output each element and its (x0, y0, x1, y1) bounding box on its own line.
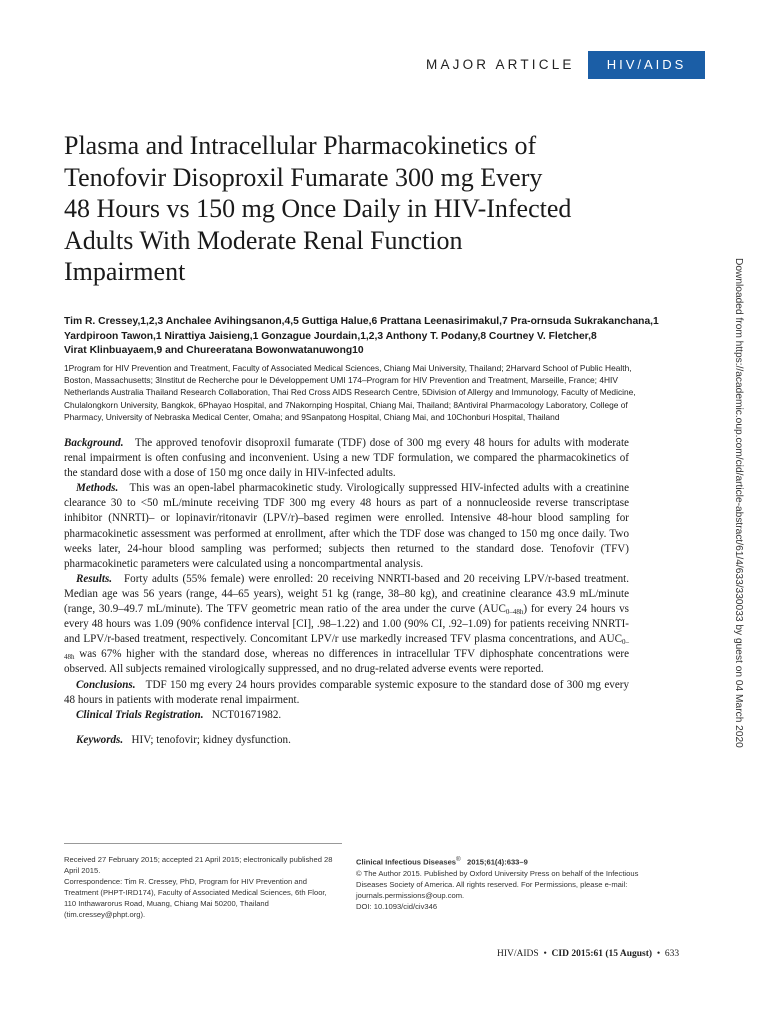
abstract-registration (64, 708, 629, 723)
abstract-background (64, 436, 629, 481)
auc-subscript: 0–48h (505, 608, 524, 617)
affiliation-line: Chulalongkorn University, Bangkok, 6Phayao Hospital, and 7Nakornping Hospital, Chiang Mai, Thailand; 8Antiviral Pharmacology Laboratory, College of (64, 399, 628, 410)
journal-name: Clinical Infectious Diseases (356, 857, 457, 867)
correspondence: Correspondence: Tim R. Cressey, PhD, Program for HIV Prevention and Treatment (PHPT-IRD174), Faculty of Associated Medical Sciences, 6th Floor, 110 Inthawarorus Road, Muang, Chiang Mai 50200, Thailand (tim.cressey@phpt.org). (64, 877, 327, 919)
title-line: Impairment (64, 257, 186, 286)
affiliation-line: 1Program for HIV Prevention and Treatment, Faculty of Associated Medical Sciences, Chiang Mai University, Thailand; 2Harvard School of Public Health, (64, 363, 632, 373)
title-line: 48 Hours vs 150 mg Once Daily in HIV-Infected (64, 194, 572, 223)
abstract-methods (64, 481, 629, 572)
journal-citation (356, 854, 651, 868)
keywords-label: Keywords. (76, 733, 124, 746)
footnote-divider (64, 843, 342, 844)
affiliation-line: Pharmacy, University of Nebraska Medical Center, Omaha; and 9Sanpatong Hospital, Chiang Mai, and 10Chonburi Hospital, Thailand (64, 411, 560, 422)
footnote-left (64, 854, 339, 920)
author-line: Tim R. Cressey,1,2,3 Anchalee Avihingsanon,4,5 Guttiga Halue,6 Prattana Leenasirimakul,7 Pra-ornsuda Sukrakanchana,1 (64, 316, 659, 327)
bullet: • (541, 949, 550, 959)
title-line: Plasma and Intracellular Pharmacokinetics of (64, 131, 537, 160)
article-title (64, 130, 664, 288)
background-text: The approved tenofovir disoproxil fumarate (TDF) dose of 300 mg every 48 hours for adults with moderate renal impairment is often confusing and inconvenient. Using a new TDF formulation, we compared the pharmacokinetics of the standard dose with a dose of 150 mg once daily in HIV-infected adults. (64, 437, 629, 480)
results-text: was 67% higher with the standard dose, whereas no differences in intracellular TFV diphosphate concentrations were observed. All subjects remained virologically suppressed, and no drug-related adverse events were reported. (64, 648, 629, 676)
received-dates: Received 27 February 2015; accepted 21 April 2015; electronically published 28 April 2015. (64, 855, 333, 875)
background-label: Background. (64, 437, 124, 449)
abstract-results (64, 572, 629, 678)
citation: 2015;61(4):633–9 (467, 857, 528, 867)
footer-journal: CID 2015:61 (15 August) (551, 949, 653, 959)
results-text: ) for every 24 hours vs every 48 hours was 1.09 (90% confidence interval [CI], .98–1.22) and 1.00 (90% CI, .92–1.09) for patients receiving NNRTI- and LPV/r-based treatment, respectively. Concomitant LPV/r use markedly increased TFV plasma concentrations, and AUC (64, 603, 629, 646)
abstract-conclusions (64, 678, 629, 708)
download-note: Downloaded from https://academic.oup.com/cid/article-abstract/61/4/633/330033 by guest on 04 March 2020 (733, 258, 744, 748)
auc-subscript: 0–48h (64, 638, 629, 662)
doi: DOI: 10.1093/cid/civ346 (356, 901, 438, 911)
registered-mark: ® (456, 856, 461, 863)
affiliation-line: Netherlands Australia Thailand Research Collaboration, Thai Red Cross AIDS Research Centre, 5Division of Allergy and Immunology, Faculty of Medicine, (64, 387, 636, 398)
page-number: 633 (664, 949, 680, 959)
author-list (64, 315, 664, 359)
affiliation-line: Boston, Massachusetts; 3Institut de Recherche pour le Développement UMI 174–Program for HIV Prevention and Treatment, Marseille, France; 4HIV (64, 375, 618, 386)
bullet: • (654, 949, 663, 959)
registration-label: Clinical Trials Registration. (76, 708, 204, 721)
footer-section: HIV/AIDS (497, 949, 539, 959)
keywords-text: HIV; tenofovir; kidney dysfunction. (131, 733, 291, 746)
page-footer (497, 949, 679, 959)
author-line: Virat Klinbuayaem,9 and Chureeratana Bowonwatanuwong10 (64, 345, 364, 356)
copyright: © The Author 2015. Published by Oxford University Press on behalf of the Infectious Diseases Society of America. All rights reserved. For Permissions, please e-mail: journals.permissions@oup.com. (356, 868, 639, 900)
results-label: Results. (76, 572, 113, 585)
methods-label: Methods. (76, 482, 119, 495)
footnote-right (356, 854, 651, 912)
title-line: Adults With Moderate Renal Function (64, 225, 463, 255)
category-badge: HIV/AIDS (588, 51, 705, 79)
methods-text: This was an open-label pharmacokinetic study. Virologically suppressed HIV-infected adults with a creatinine clearance 30 to <50 mL/minute receiving TDF 300 mg every 48 hours as part of a nonnucleoside reverse transcriptase inhibitor (NNRTI)– or lopinavir/ritonavir (LPV/r)–based regimen were enrolled. Intensive 48-hour blood sampling for pharmacokinetic assessment was performed at enrollment, after which the TDF dose was changed to 150 mg once daily. Two weeks later, 24-hour blood sampling was performed; subjects then returned to the standard dose. Tenofovir (TFV) pharmacokinetic parameters were calculated using a noncompartmental analysis. (64, 482, 629, 570)
keywords (64, 733, 629, 748)
registration-text: NCT01671982. (211, 708, 282, 721)
title-line: Tenofovir Disoproxil Fumarate 300 mg Every (64, 162, 543, 192)
conclusions-label: Conclusions. (76, 678, 136, 691)
conclusions-text: TDF 150 mg every 24 hours provides comparable systemic exposure to the standard dose of 300 mg every 48 hours in patients with moderate renal impairment. (64, 678, 629, 706)
results-text: Forty adults (55% female) were enrolled: 20 receiving NNRTI-based and 20 receiving LPV/r-based treatment. Median age was 56 years (range, 44–65 years), weight 51 kg (range, 38–80 kg), and creatinine clearance 43.9 mL/minute (range, 30.9–49.7 mL/minute). The TFV geometric mean ratio of the area under the curve (AUC (64, 572, 629, 616)
author-line: Yardpiroon Tawon,1 Nirattiya Jaisieng,1 Gonzague Jourdain,1,2,3 Anthony T. Podany,8 Courtney V. Fletcher,8 (64, 330, 597, 342)
abstract (64, 436, 629, 748)
affiliations (64, 362, 664, 423)
section-label: MAJOR ARTICLE (426, 57, 575, 72)
